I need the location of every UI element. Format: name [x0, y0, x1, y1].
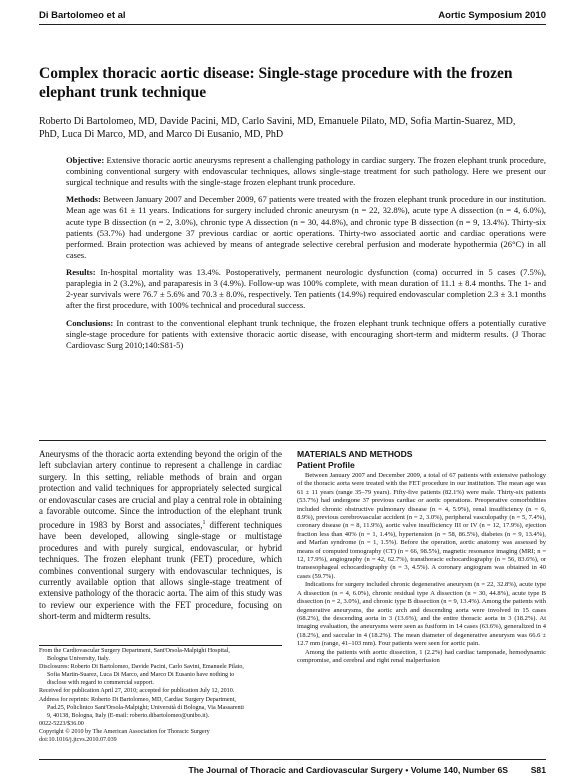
- methods-section: [297, 449, 546, 665]
- methods-paragraph-2: Indications for surgery included chronic degenerative aneurysm (n = 22, 32.8%), acute type A dissection (n = 4, 6.0%), chronic residual type A dissection (n = 30, 44.8%), acute type B dissection (n = 2, 3.0%), and chronic type B dissection (n = 9, 13.4%). Among the patients with degenerative aneurysms, the aortic arch and descending aorta were involved in 15 cases (68.2%), the descending aorta in 3 (13.6%), and the entire thoracic aorta in 3 (18.2%). At imaging evaluation, the aneurysms were seen as fusiform in 14 cases (63.6%), generalized in 4 (18.2%), and saccular in 4 (18.2%). The mean diameter of degenerative aneurysm was 66.6 ± 12.7 mm (range, 41–103 mm). Four patients were seen for aortic pain.: [297, 581, 546, 648]
- doi: doi:10.1016/j.jtcvs.2010.07.039: [39, 737, 117, 744]
- abstract-objective: [66, 155, 546, 188]
- methods-label: Methods:: [66, 194, 101, 205]
- intro-paragraph: [39, 449, 282, 623]
- footnotes: [39, 647, 282, 744]
- introduction: [39, 449, 282, 623]
- running-header: [39, 5, 546, 25]
- disclosure-note-cont2: disclose with regard to commercial support.: [47, 680, 154, 687]
- footnote-rule: [39, 645, 282, 646]
- abstract-methods: [66, 194, 546, 261]
- results-label: Results:: [66, 267, 96, 278]
- intro-text-b: different techniques have been developed, allowing single-stage or multistage procedures and with purely surgical, endovascular, or hybrid techniques. The frozen elephant trunk (FET) procedure, which combines conventional surgery with endovascular techniques, is currently available option that allows single-stage treatment of extensive pathology of the thoracic aorta. The aim of this study was to review our experience with the FET procedure, focusing on short-term and midterm results.: [39, 519, 283, 622]
- subsection-heading: Patient Profile: [297, 460, 355, 470]
- objective-text: Extensive thoracic aortic aneurysms represent a challenging pathology in cardiac surgery. The frozen elephant trunk procedure, combining conventional surgery with endovascular techniques, allows single-stage treatment for such pathology. Here we present our surgical technique and results with the single-stage frozen elephant trunk procedure.: [66, 155, 546, 188]
- abstract: [66, 155, 546, 357]
- abstract-conclusions: [66, 318, 546, 351]
- disclosure-note-cont: Sofia Martin-Suarez, Luca Di Marco, and Marco Di Eusanio have nothing to: [47, 672, 235, 679]
- author-list: Roberto Di Bartolomeo, MD, Davide Pacini, MD, Carlo Savini, MD, Emanuele Pilato, MD, Sofia Martin-Suarez, MD, PhD, Luca Di Marco, MD, and Marco Di Eusanio, MD, PhD: [39, 116, 516, 140]
- methods-paragraph-1: Between January 2007 and December 2009, a total of 67 patients with extensive pathology of the thoracic aorta were treated with the FET procedure in our institution. The mean age was 61 ± 11 years (range 35–79 years). Fifty-five patients (82.1%) were male. Thirty-six patients (53.7%) had undergone 37 previous cardiac or aortic operations. Preoperative comorbidities included chronic obstructive pulmonary disease (n = 4, 5.9%), renal insufficiency (n = 6, 8.9%), previous cerebrovascular accident (n = 2, 3.0%), peripheral vasculopathy (n = 5, 7.4%), coronary disease (n = 8, 11.9%), aortic valve insufficiency III or IV (n = 12, 17.9%), ejection fraction less than 40% (n = 1, 1.4%), hypertension (n = 58, 86.5%), diabetes (n = 9, 13.4%), and Marfan syndrome (n = 1, 1.5%). Before the operation, aortic anatomy was assessed by means of computed tomography (CT) (n = 66, 98.5%), magnetic resonance imaging (MRI; n = 12, 17.9%), angiography (n = 42, 62.7%), transthoracic echocardiography (n = 56, 83.6%), or transesophageal echocardiography (n = 3, 4.5%). A coronary angiogram was obtained in 40 cases (59.7%).: [297, 472, 546, 580]
- conclusions-text: In contrast to the conventional elephant trunk technique, the frozen elephant trunk technique offers a potentially curative single-stage procedure for patients with extensive thoracic aortic disease, with encouraging short-term and midterm results. (J Thorac Cardiovasc Surg 2010;140:S81-5): [66, 317, 546, 350]
- intro-text-a: Aneurysms of the thoracic aorta extending beyond the origin of the left subclavian artery continue to represent a challenge in cardiac surgery. In this setting, reliable methods of brain and organ protection and valid techniques for appropriately selected surgical or endovascular cases are crucial and play a central role in obtaining a favorable outcome. Since the introduction of the elephant trunk procedure in 1983 by Borst and associates,: [39, 449, 282, 530]
- running-header-authors: Di Bartolomeo et al: [39, 10, 126, 21]
- page-number: S81: [530, 765, 546, 775]
- footer-rule: [39, 759, 546, 760]
- section-heading: MATERIALS AND METHODS: [297, 449, 413, 459]
- reprint-address: Address for reprints: Roberto Di Bartolomeo, MD, Cardiac Surgery Department,: [39, 696, 236, 703]
- running-header-symposium: Aortic Symposium 2010: [438, 10, 546, 21]
- abstract-results: [66, 267, 546, 311]
- affiliation-note: From the Cardiovascular Surgery Department, Sant'Orsola-Malpighi Hospital,: [39, 648, 230, 654]
- affiliation-note-cont: Bologna University, Italy.: [47, 656, 110, 663]
- article-title: Complex thoracic aortic disease: Single-stage procedure with the frozen elephant trunk technique: [39, 65, 513, 101]
- header-rule: [39, 24, 546, 25]
- issn: 0022-5223/$36.00: [39, 720, 84, 727]
- reference-1-link[interactable]: 1: [202, 519, 206, 526]
- reprint-address-email: 9, 40138, Bologna, Italy (E-mail: roberto.dibartolomeo@unibo.it).: [47, 712, 210, 719]
- disclosure-note: Disclosures: Roberto Di Bartolomeo, Davide Pacini, Carlo Savini, Emanuele Pilato,: [39, 664, 244, 671]
- methods-paragraph-3: Among the patients with aortic dissection, 1 (2.2%) had cardiac tamponade, hemodynamic compromise, and cerebral and right renal malperfusion: [297, 648, 546, 664]
- received-note: Received for publication April 27, 2010; accepted for publication July 12, 2010.: [39, 688, 235, 695]
- objective-label: Objective:: [66, 155, 105, 165]
- conclusions-label: Conclusions:: [66, 317, 114, 328]
- results-text: In-hospital mortality was 13.4%. Postoperatively, permanent neurologic dysfunction (coma) occurred in 5 cases (7.5%), paraplegia in 2 (3.2%), and paraparesis in 3 (4.9%). Follow-up was 100% complete, with mean duration of 11.1 ± 8.4 months. The 1- and 2-year survivals were 76.7 ± 5.6% and 70.3 ± 8.0%, respectively. Ten patients (14.9%) required endovascular completion 2.3 ± 3.1 months after the first procedure, with 100% technical and procedural success.: [66, 267, 546, 311]
- copyright: Copyright © 2010 by The American Association for Thoracic Surgery: [39, 728, 210, 735]
- methods-text: Between January 2007 and December 2009, 67 patients were treated with the frozen elephant trunk procedure in our institution. Mean age was 61 ± 11 years. Indications for surgery included chronic aneurysm (n = 22, 32.8%), acute type A dissection (n = 4, 6.0%), acute type B dissection (n = 2, 3.0%), chronic type A dissection (n = 30, 44.8%), and chronic type B dissection (n = 9, 13.4%). Thirty-six patients (53.7%) had undergone 37 previous cardiac or aortic operations. Thirty-two associated aortic and cardiac operations were performed. Brain protection was achieved by means of antegrade selective cerebral perfusion and moderate hypothermia (26°C) in all cases.: [66, 194, 546, 260]
- journal-citation: The Journal of Thoracic and Cardiovascular Surgery • Volume 140, Number 6S: [188, 765, 508, 775]
- reprint-address-cont: Pad.25, Policlinico Sant'Orsola-Malpighi; Università di Bologna, Via Massarenti: [47, 704, 244, 711]
- abstract-rule: [39, 440, 546, 441]
